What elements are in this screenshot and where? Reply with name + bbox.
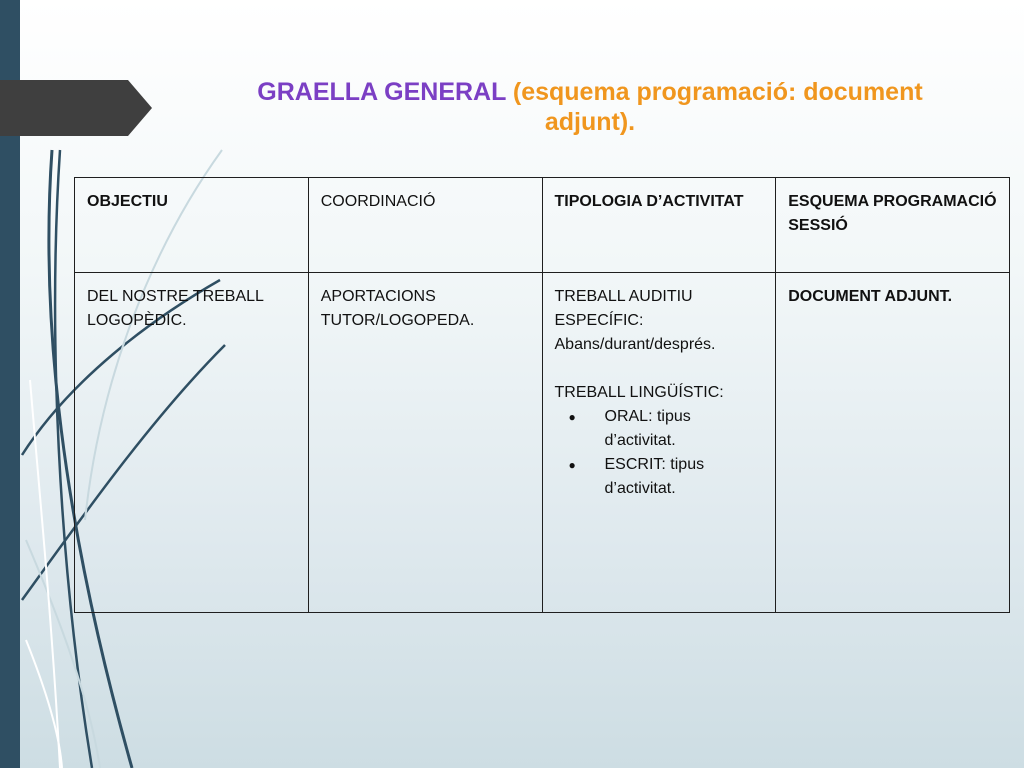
tipologia-bullet-list (555, 405, 766, 501)
tipologia-line1: TREBALL AUDITIU (554, 288, 693, 305)
slide-title (210, 77, 970, 137)
tipologia-line2: ESPECÍFIC: (554, 312, 644, 329)
list-item: ● ESCRIT: tipus d’activitat. (555, 453, 766, 501)
title-main: GRAELLA GENERAL (257, 78, 506, 106)
header-tipologia: TIPOLOGIA D’ACTIVITAT (542, 178, 776, 273)
title-parenthetical: (esquema programació: document adjunt). (512, 78, 923, 136)
general-grid-table (74, 177, 1010, 613)
arrow-tab-decoration (0, 80, 152, 136)
cell-objectiu: DEL NOSTRE TREBALL LOGOPÈDIC. (75, 273, 309, 613)
list-item: ● ORAL: tipus d’activitat. (555, 405, 766, 453)
cell-tipologia (542, 273, 776, 613)
cell-esquema: DOCUMENT ADJUNT. (776, 273, 1010, 613)
cell-coordinacio: APORTACIONS TUTOR/LOGOPEDA. (308, 273, 542, 613)
table-header-row (75, 178, 1010, 273)
table-row (75, 273, 1010, 613)
header-coordinacio: COORDINACIÓ (308, 178, 542, 273)
tipologia-line3: Abans/durant/després. (554, 336, 716, 353)
spacer (555, 357, 766, 381)
header-esquema: ESQUEMA PROGRAMACIÓ SESSIÓ (776, 178, 1010, 273)
header-objectiu: OBJECTIU (75, 178, 309, 273)
tipologia-section2: TREBALL LINGÜÍSTIC: (554, 384, 724, 401)
